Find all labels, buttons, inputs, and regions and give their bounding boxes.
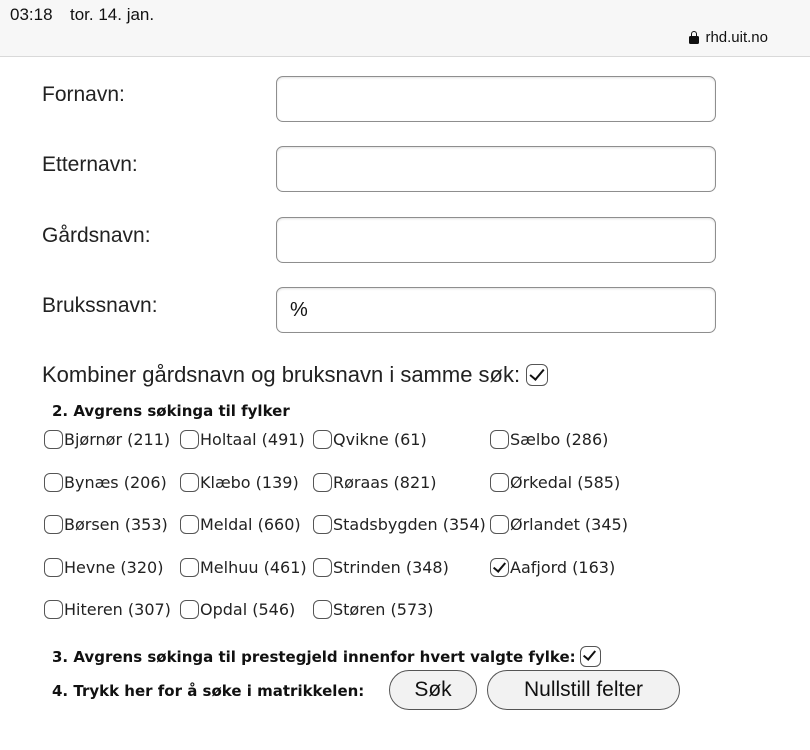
fylke-checkbox-item[interactable] bbox=[313, 515, 486, 534]
section-prestegjeld-title: 3. Avgrens søkinga til prestegjeld innenfor hvert valgte fylke: bbox=[52, 647, 576, 666]
combine-label: Kombiner gårdsnavn og bruksnavn i samme søk: bbox=[42, 362, 521, 387]
combine-row bbox=[42, 362, 548, 388]
fylke-checkbox-item[interactable] bbox=[44, 473, 167, 492]
fylke-label: Meldal (660) bbox=[200, 515, 301, 534]
fylke-checkbox-item[interactable] bbox=[180, 558, 307, 577]
url-text: rhd.uit.no bbox=[705, 29, 768, 46]
fylke-checkbox[interactable] bbox=[490, 558, 509, 577]
fylke-checkbox[interactable] bbox=[180, 515, 199, 534]
status-date: tor. 14. jan. bbox=[70, 5, 155, 24]
fylke-label: Opdal (546) bbox=[200, 600, 296, 619]
fylke-checkbox[interactable] bbox=[44, 430, 63, 449]
fylke-checkbox[interactable] bbox=[490, 515, 509, 534]
status-bar bbox=[0, 0, 810, 57]
clock-time: 03:18 bbox=[10, 5, 53, 24]
fylke-checkbox[interactable] bbox=[180, 430, 199, 449]
fylke-label: Bjørnør (211) bbox=[64, 430, 171, 449]
fylke-checkbox-item[interactable] bbox=[180, 600, 295, 619]
fylke-label: Støren (573) bbox=[333, 600, 434, 619]
fylke-label: Melhuu (461) bbox=[200, 558, 307, 577]
fylke-checkbox[interactable] bbox=[44, 473, 63, 492]
fylke-label: Røraas (821) bbox=[333, 473, 437, 492]
fylke-label: Ørkedal (585) bbox=[510, 473, 621, 492]
fylke-checkbox-item[interactable] bbox=[180, 515, 301, 534]
fornavn-label: Fornavn: bbox=[42, 83, 125, 106]
etternavn-label: Etternavn: bbox=[42, 153, 138, 176]
fornavn-input[interactable] bbox=[276, 76, 716, 122]
fylke-checkbox-item[interactable] bbox=[44, 558, 163, 577]
fylke-checkbox-item[interactable] bbox=[44, 600, 171, 619]
section-prestegjeld-row bbox=[52, 646, 601, 667]
brukssnavn-label: Brukssnavn: bbox=[42, 294, 158, 317]
fylke-label: Bynæs (206) bbox=[64, 473, 167, 492]
fylke-label: Aafjord (163) bbox=[510, 558, 616, 577]
fylke-label: Klæbo (139) bbox=[200, 473, 299, 492]
fylke-checkbox[interactable] bbox=[490, 430, 509, 449]
fylke-checkbox-item[interactable] bbox=[180, 430, 305, 449]
fylke-checkbox[interactable] bbox=[180, 473, 199, 492]
fylke-checkbox[interactable] bbox=[313, 473, 332, 492]
fylke-checkbox[interactable] bbox=[44, 600, 63, 619]
fylke-label: Stadsbygden (354) bbox=[333, 515, 486, 534]
fylke-checkbox[interactable] bbox=[180, 558, 199, 577]
fylke-label: Ørlandet (345) bbox=[510, 515, 628, 534]
fylke-checkbox[interactable] bbox=[313, 515, 332, 534]
fylke-checkbox[interactable] bbox=[313, 600, 332, 619]
fylke-checkbox[interactable] bbox=[313, 430, 332, 449]
address-bar[interactable] bbox=[689, 29, 768, 46]
fylke-checkbox-item[interactable] bbox=[313, 600, 434, 619]
brukssnavn-input[interactable] bbox=[276, 287, 716, 333]
fylke-checkbox-item[interactable] bbox=[44, 430, 170, 449]
fylke-checkbox-item[interactable] bbox=[313, 473, 437, 492]
fylke-label: Hevne (320) bbox=[64, 558, 164, 577]
fylke-label: Sælbo (286) bbox=[510, 430, 609, 449]
fylke-checkbox-item[interactable] bbox=[44, 515, 168, 534]
fylke-checkbox-item[interactable] bbox=[490, 473, 620, 492]
section-search-title: 4. Trykk her for å søke i matrikkelen: bbox=[52, 682, 365, 700]
section-fylker-title: 2. Avgrens søkinga til fylker bbox=[52, 402, 290, 420]
fylke-label: Børsen (353) bbox=[64, 515, 168, 534]
fylke-label: Qvikne (61) bbox=[333, 430, 427, 449]
lock-icon bbox=[689, 31, 699, 44]
search-button[interactable]: Søk bbox=[389, 670, 477, 710]
fylke-label: Hiteren (307) bbox=[64, 600, 171, 619]
combine-checkbox[interactable] bbox=[526, 364, 548, 386]
fylke-checkbox[interactable] bbox=[44, 558, 63, 577]
fylke-label: Holtaal (491) bbox=[200, 430, 305, 449]
gardsnavn-label: Gårdsnavn: bbox=[42, 224, 151, 247]
fylke-checkbox-item[interactable] bbox=[313, 430, 427, 449]
fylke-checkbox[interactable] bbox=[313, 558, 332, 577]
fylke-checkbox-item[interactable] bbox=[313, 558, 449, 577]
fylke-checkbox-item[interactable] bbox=[490, 515, 628, 534]
reset-button[interactable]: Nullstill felter bbox=[487, 670, 680, 710]
fylke-checkbox[interactable] bbox=[44, 515, 63, 534]
fylke-checkbox[interactable] bbox=[180, 600, 199, 619]
fylke-checkbox-item[interactable] bbox=[490, 430, 608, 449]
fylke-checkbox-item[interactable] bbox=[180, 473, 299, 492]
gardsnavn-input[interactable] bbox=[276, 217, 716, 263]
fylke-label: Strinden (348) bbox=[333, 558, 449, 577]
etternavn-input[interactable] bbox=[276, 146, 716, 192]
prestegjeld-checkbox[interactable] bbox=[580, 646, 601, 667]
fylke-checkbox[interactable] bbox=[490, 473, 509, 492]
fylke-checkbox-item[interactable] bbox=[490, 558, 615, 577]
